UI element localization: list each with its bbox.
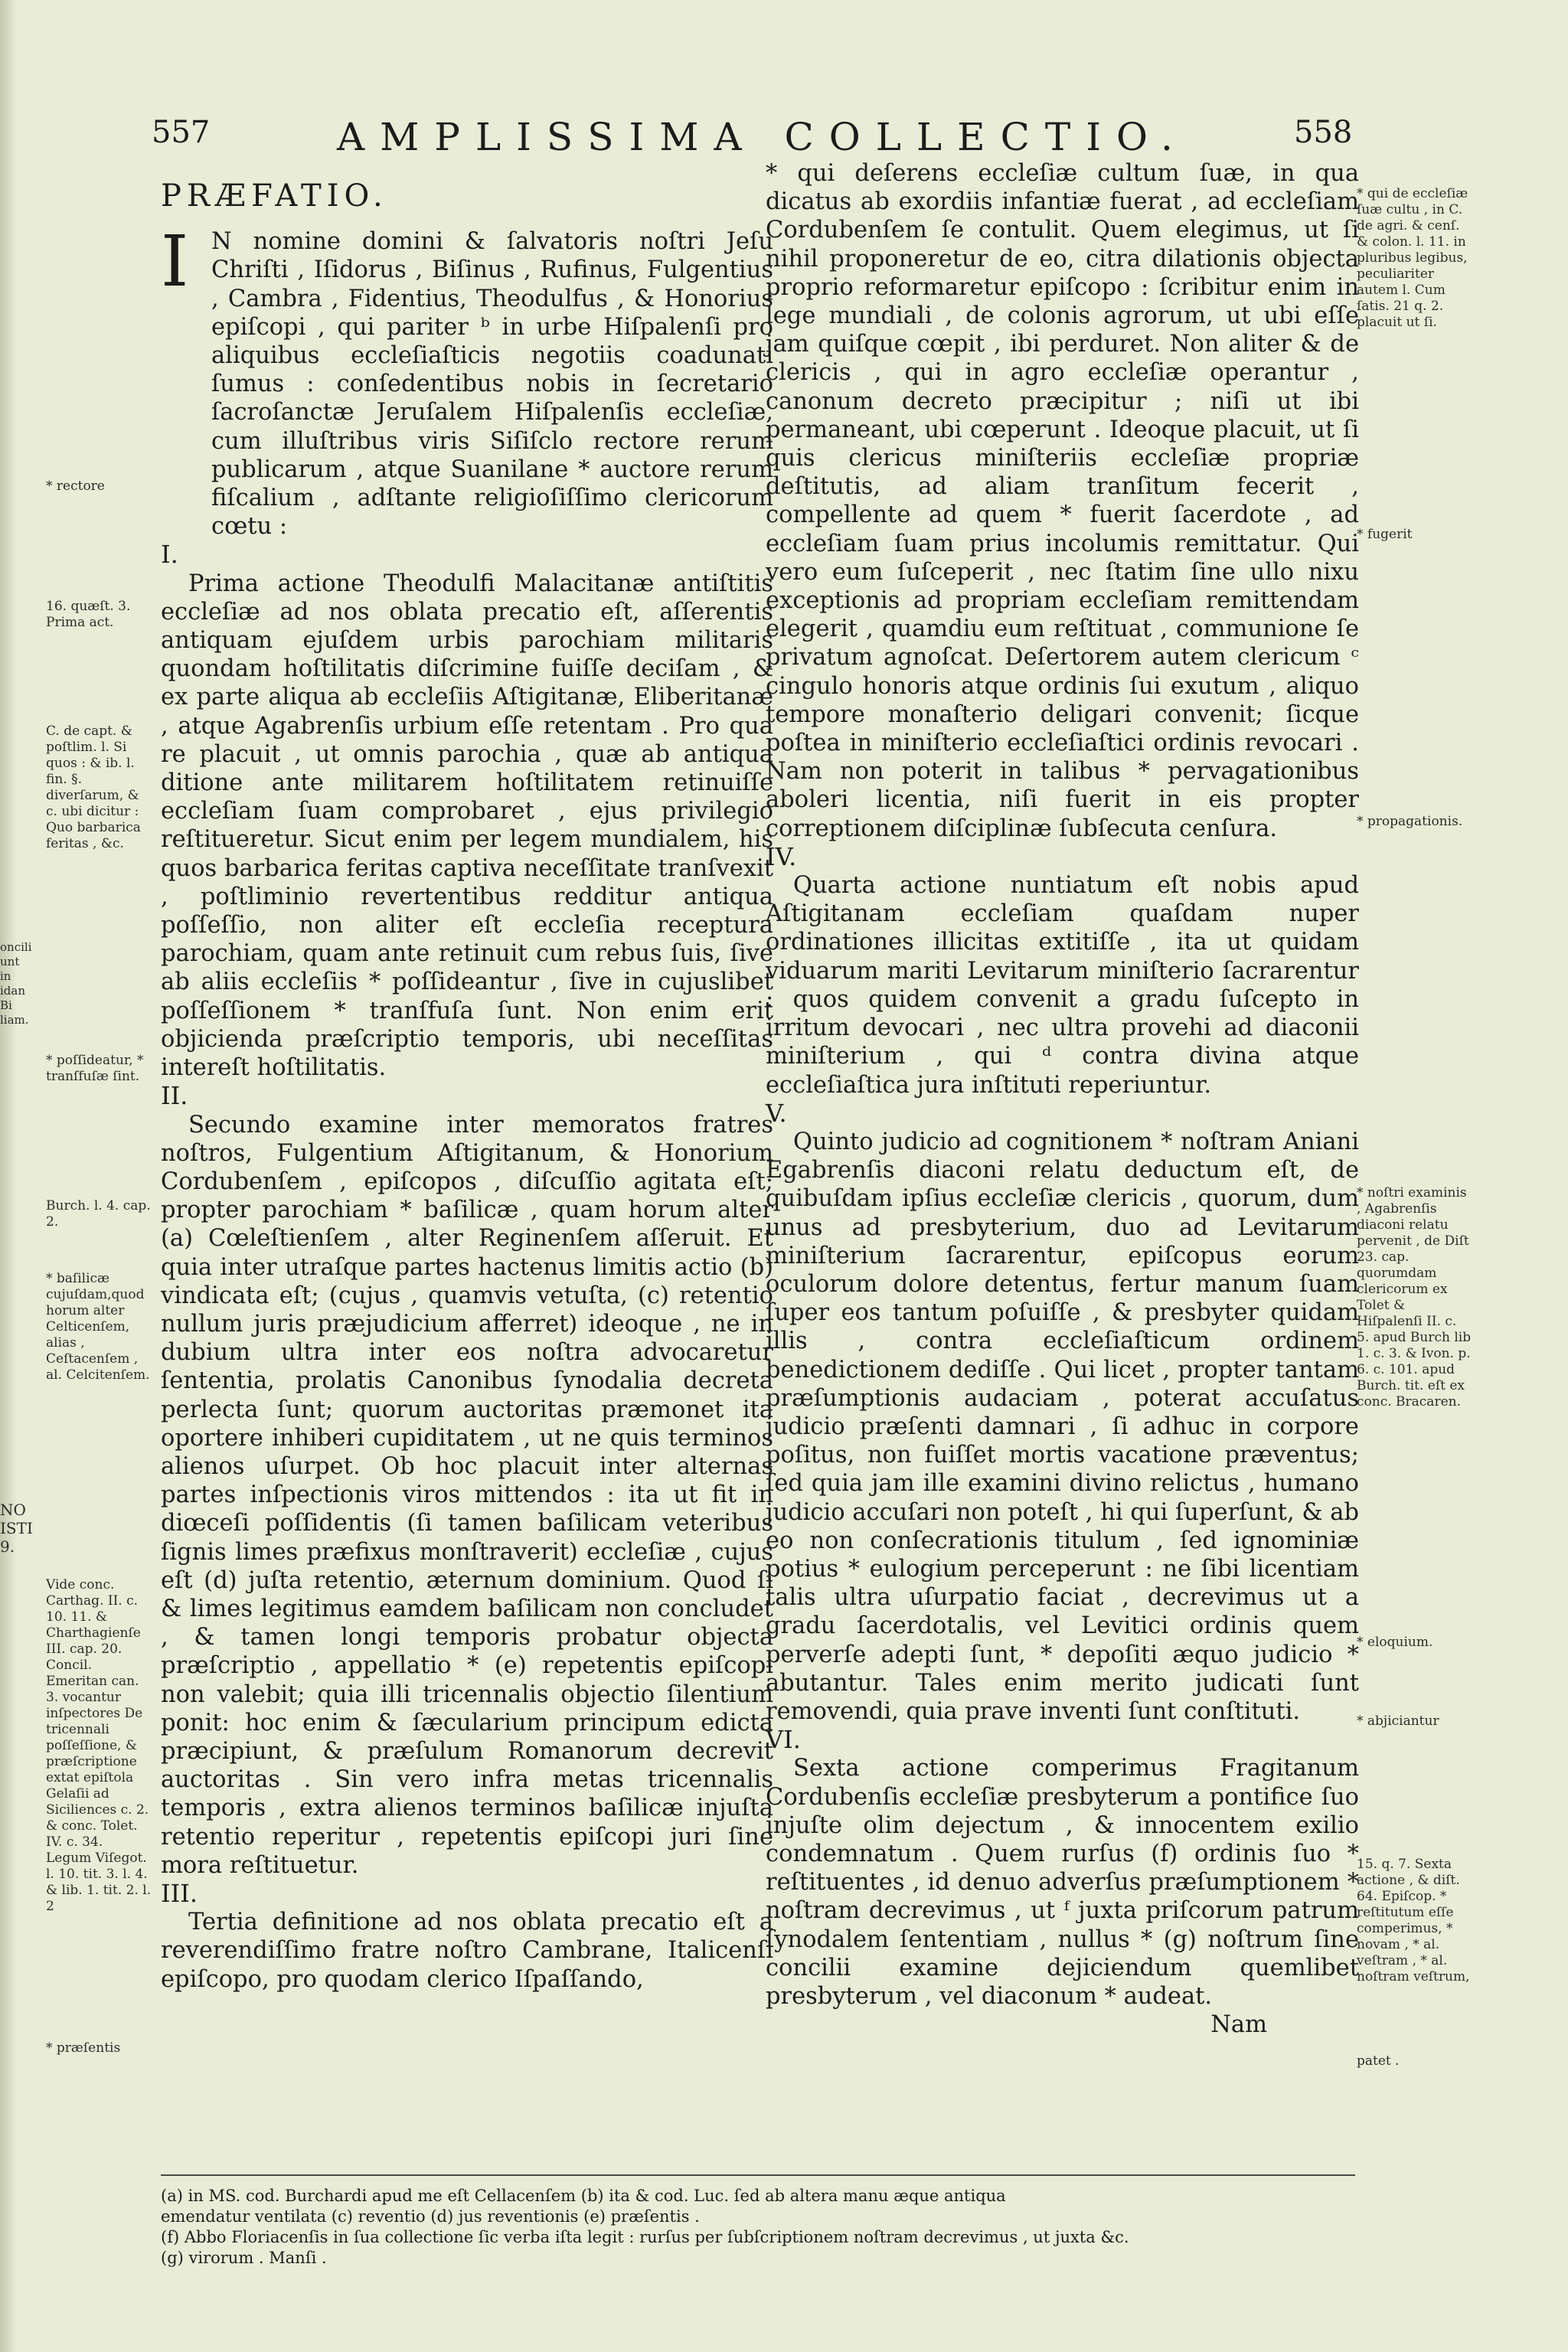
section-heading-3: III. <box>161 1878 198 1908</box>
margin-note-left-2: C. de capt. & poſtlim. l. Si quos : & ib. l. fin. §. diverſarum, & c. ubi dicitur : Quo barbarica feritas , &c. <box>46 724 141 851</box>
margin-note-right-4: * noſtri examinis , Agabrenſis diaconi relatu pervenit , de Diſt 23. cap. quorumdam clericorum ex Tolet & Hiſpalenſi II. c. 5. apud Burch lib 1. c. 3. & Ivon. p. 6. c. 101. apud Burch. tit. eſt ex conc. Bracaren. <box>1357 1185 1472 1410</box>
margin-note-right-7: 15. q. 7. Sexta actione , & diſt. 64. Epiſcop. * reſtitutum eſſe comperimus, * novam , * al. veſtram , * al. noſtram veſtrum, <box>1357 1857 1470 1984</box>
margin-note-right-8: patet . <box>1357 2053 1400 2069</box>
footnote-divider <box>161 2174 1355 2176</box>
running-title: AMPLISSIMA COLLECTIO. <box>337 115 1188 159</box>
section-text-5: Quinto judicio ad cognitionem * noſtram Aniani Egabrenſis diaconi relatu deductum eſt, de quibuſdam ipſius eccleſiæ clericis , quorum, dum unus ad presbyterium, duo ad Levitarum miniſterium ſacrarentur, epiſcopus eorum oculorum dolore detentus, fertur manum ſuam ſuper eos tantum poſuiſſe , & presbyter quidam illis , contra eccleſiaſticum ordinem benedictionem dediſſe . Qui licet , propter tantam præſumptionis audaciam , poterat accuſatus judicio præſenti damnari , ſi adhuc in corpore poſitus, non fuiſſet mortis vacatione præventus; ſed quia jam ille examini divino relictus , humano judicio accuſari non poteſt , hi qui ſuperſunt, & ab eo non conſecrationis titulum , ſed ignominiæ potius * eulogium perceperunt : ne ſibi licentiam talis ultra uſurpatio faciat , decrevimus ut a gradu ſacerdotalis, vel Levitici ordinis quem perverſe adepti ſunt, * depoſiti æquo judicio * abutantur. Tales enim merito judicati ſunt removendi, quia prave inventi ſunt conſtituti. <box>766 1128 1359 1725</box>
left-column <box>161 176 773 1994</box>
margin-note-cut-2: NO ISTI 9. <box>0 1501 33 1556</box>
margin-note-left-5: * baſilicæ cujuſdam,quod horum alter Celticenſem, alias , Ceſtacenſem , al. Celcitenſem. <box>46 1271 150 1383</box>
margin-note-cut-1: oncili unt in idan Bi liam. <box>0 940 32 1027</box>
praefatio-title: PRÆFATIO. <box>161 178 388 214</box>
page-number-right: 558 <box>1294 115 1353 150</box>
footnote-line-2: emendatur ventilata (c) reventio (d) jus reventionis (e) præſentis . <box>161 2207 700 2226</box>
margin-note-right-3: * propagationis. <box>1357 814 1463 829</box>
margin-note-left-3: * poſſideatur, * tranſfuſæ ſint. <box>46 1053 144 1084</box>
margin-note-left-1: 16. quæſt. 3. Prima act. <box>46 599 131 630</box>
footnote-line-4: (g) virorum . Manſi . <box>161 2249 327 2267</box>
footnote-line-3: (f) Abbo Floriacenſis in ſua collectione ſic verba iſta legit : rurſus per ſubſcriptionem noſtram decrevimus , ut juxta &c. <box>161 2228 1129 2246</box>
section-text-1: Prima actione Theodulfi Malacitanæ antiſtitis eccleſiæ ad nos oblata precatio eſt, aſſerentis antiquam ejuſdem urbis parochiam militaris quondam hoſtilitatis diſcrimine fuiſſe deciſam , & ex parte aliqua ab eccleſiis Aſtigitanæ, Eliberitanæ , atque Agabrenſis urbium eſſe retentam . Pro qua re placuit , ut omnis parochia , quæ ab antiqua ditione ante militarem hoſtilitatem retinuiſſe eccleſiam ſuam comprobaret , ejus privilegio reſtitueretur. Sicut enim per legem mundialem, his quos barbarica feritas captiva neceſſitate tranſvexit , poſtliminio revertentibus redditur antiqua poſſeſſio, non aliter eſt eccleſia receptura parochiam, quam ante retinuit cum rebus ſuis, ſive ab aliis eccleſiis * poſſideantur , ſive in cujuslibet poſſeſſionem * tranſfuſa ſunt. Non enim erit objicienda præſcriptio temporis, ubi neceſſitas intereſt hoſtilitatis. <box>161 570 773 1082</box>
section-text-3: Tertia definitione ad nos oblata precatio eſt a reverendiſſimo fratre noſtro Cambrane, Italicenſi epiſcopo, pro quodam clerico Iſpaſſando, <box>161 1909 773 1993</box>
margin-note-right-1: * qui de eccleſiæ ſuæ cultu , in C. de agri. & cenſ. & colon. l. 11. in pluribus legibus, peculiariter autem l. Cum ſatis. 21 q. 2. placuit ut ſi. <box>1357 186 1468 330</box>
section-heading-5: V. <box>766 1098 787 1128</box>
section-text-3-continued: * qui deſerens eccleſiæ cultum ſuæ, in qua dicatus ab exordiis infantiæ fuerat , ad eccleſiam Cordubenſem ſe contulit. Quem elegimus, ut ſi nihil proponeretur de eo, citra dilationis objecta proprio reformaretur epiſcopo : ſcribitur enim in lege mundiali , de colonis agrorum, ut ubi eſſe jam quiſque cœpit , ibi perduret. Non aliter & de clericis , qui in agro eccleſiæ operantur , canonum decreto præcipitur ; niſi ut ibi permaneant, ubi cœperunt . Ideoque placuit, ut ſi quis clericus miniſteriis eccleſiæ propriæ deſtitutis, ad aliam tranſitum fecerit , compellente ad quem * fuerit ſacerdote , ad eccleſiam ſuam prius incolumis remittatur. Qui vero eum ſuſceperit , nec ſtatim ſine ullo nixu exceptionis ad propriam eccleſiam remittendam elegerit , quamdiu eum reſtituat , communione ſe privatum agnoſcat. Deſertorem autem clericum ᶜ cingulo honoris atque ordinis ſui exutum , aliquo tempore monaſterio deligari convenit; ſicque poſtea in miniſterio eccleſiaſtici ordinis revocari . Nam non poterit in talibus * pervagationibus aboleri licentia, niſi fuerit in eis propter correptionem diſciplinæ ſubſecuta cenſura. <box>766 160 1359 842</box>
section-heading-2: II. <box>161 1081 188 1111</box>
intro-paragraph <box>161 220 773 541</box>
footnote-line-1: (a) in MS. cod. Burchardi apud me eſt Cellacenſem (b) ita & cod. Luc. ſed ab altera manu æque antiqua <box>161 2187 1006 2205</box>
intro-text: N nomine domini & ſalvatoris noſtri Jeſu Chriſti , Iſidorus , Biſinus , Rufinus, Fulgentius , Cambra , Fidentius, Theodulfus , & Honorius epiſcopi , qui pariter ᵇ in urbe Hiſpalenſi pro aliquibus eccleſiaſticis negotiis coadunati ſumus : conſedentibus nobis in ſecretario ſacroſanctæ Jeruſalem Hiſpalenſis eccleſiæ, cum illuſtribus viris Siſiſclo rectore rerum publicarum , atque Suanilane * auctore rerum fiſcalium , adſtante religioſiſſimo clericorum cœtu : <box>211 228 773 541</box>
margin-note-rectore: * rectore <box>46 479 105 494</box>
section-text-2: Secundo examine inter memoratos fratres noſtros, Fulgentium Aſtigitanum, & Honorium Cordubenſem , epiſcopos , diſcuſſio agitata eſt; propter parochiam * baſilicæ , quam horum alter (a) Cœleſtienſem , alter Reginenſem aſſeruit. Et quia inter utraſque partes hactenus limitis actio (b) vindicata eſt; (cujus , quamvis vetuſta, (c) retentio nullum juris præjudicium afferret) ideoque , ne in dubium ultra inter eos noſtra advocaretur ſententia, prolatis Canonibus ſynodalia decreta perlecta ſunt; quorum auctoritas præmonet ita oportere inhiberi cupiditatem , ut ne quis terminos alienos uſurpet. Ob hoc placuit inter alternas partes inſpectionis viros mittendos : ita ut fit in diœceſi poſſidentis (ſi tamen baſilicam veteribus ſignis limes præfixus monſtraverit) eccleſiæ , cujus eſt (d) juſta retentio, æternum dominium. Quod ſi & limes legitimus eamdem baſilicam non concludet , & tamen longi temporis probatur objecta præſcriptio , appellatio * (e) repetentis epiſcopi non valebit; quia illi tricennalis objectio ſilentium ponit: hoc enim & ſæcularium principum edicta præcipiunt, & præſulum Romanorum decrevit auctoritas . Sin vero infra metas tricennalis temporis , extra alienos terminos baſilicæ injuſta retentio reperitur , repetentis epiſcopi juri ſine mora reſtituetur. <box>161 1111 773 1879</box>
drop-cap: I <box>161 220 189 303</box>
margin-note-right-6: * abjiciantur <box>1357 1713 1439 1729</box>
section-heading-1: I. <box>161 540 178 570</box>
page-number-left: 557 <box>152 115 211 150</box>
section-heading-6: VI. <box>766 1725 801 1755</box>
catchword: Nam <box>1210 2011 1267 2039</box>
margin-note-left-6: Vide conc. Carthag. II. c. 10. 11. & Charthagienſe III. cap. 20. Concil. Emeritan can. 3. vocantur inſpectores De tricennali poſſeſſione, & præſcriptione extat epiſtola Gelaſii ad Siciliences c. 2. & conc. Tolet. IV. c. 34. Legum Viſegot. l. 10. tit. 3. l. 4. & lib. 1. tit. 2. l. 2 <box>46 1577 152 1914</box>
right-column <box>766 159 1359 2039</box>
section-heading-4: IV. <box>766 841 797 871</box>
footnotes <box>161 2186 1386 2269</box>
section-text-6: Sexta actione comperimus Fragitanum Cordubenſis eccleſiæ presbyterum a pontifice ſuo injuſte olim dejectum , & innocentem exilio condemnatum . Quem rurſus (f) ordinis ſuo * reſtituentes , id denuo adverſus præſumptionem * noſtram decrevimus , ut ᶠ juxta priſcorum patrum ſynodalem ſententiam , nullus * (g) noſtrum ſine concilii examine dejiciendum quemlibet presbyterum , vel diaconum * audeat. <box>766 1755 1359 2010</box>
margin-note-right-5: * eloquium. <box>1357 1635 1433 1650</box>
page-edge-shadow <box>0 0 17 2352</box>
margin-note-left-7: * præſentis <box>46 2040 121 2056</box>
margin-note-right-2: * fugerit <box>1357 527 1413 542</box>
section-text-4: Quarta actione nuntiatum eſt nobis apud Aſtigitanam eccleſiam quaſdam nuper ordinationes illicitas extitiſſe , ita ut quidam viduarum mariti Levitarum miniſterio ſacrarentur : quos quidem convenit a gradu ſuſcepto in irritum devocari , nec ultra provehi ad diaconii miniſterium , qui ᵈ contra divina atque eccleſiaſtica jura inſtituti reperiuntur. <box>766 872 1359 1099</box>
margin-note-left-4: Burch. l. 4. cap. 2. <box>46 1198 151 1230</box>
